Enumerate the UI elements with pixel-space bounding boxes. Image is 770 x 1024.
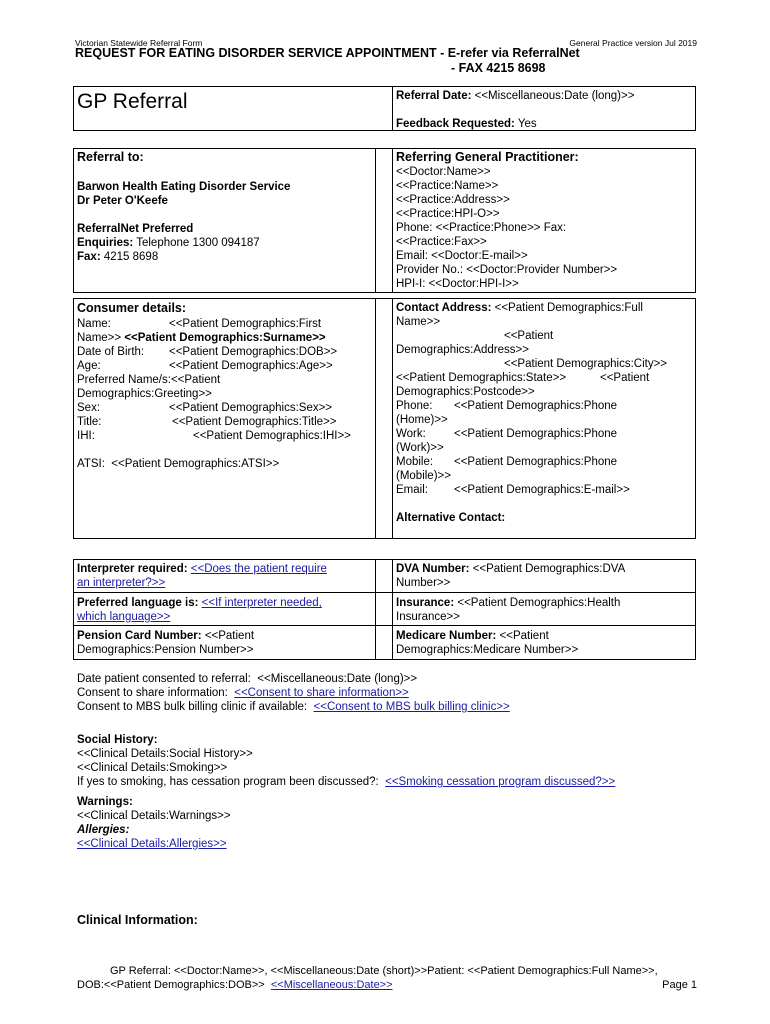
dva-label: DVA Number:	[396, 563, 470, 575]
medicare-cell	[396, 629, 578, 657]
age-row	[77, 359, 373, 373]
interpreter-link-cont[interactable]: an interpreter?>>	[77, 577, 166, 589]
name-cont: Name>>	[77, 332, 122, 344]
contact-addr-row	[396, 371, 694, 385]
footer-line-2	[77, 978, 393, 992]
dva-value-cont: Number>>	[396, 577, 451, 589]
phone-cont: (Home)>>	[396, 414, 448, 426]
referralnet-preferred: ReferralNet Preferred	[77, 223, 194, 235]
referring-gp-heading: Referring General Practitioner:	[396, 150, 579, 164]
referral-service: Barwon Health Eating Disorder Service	[77, 181, 291, 193]
ihi-value: <<Patient Demographics:IHI>>	[193, 430, 351, 442]
contact-addr-7: Demographics:Postcode>>	[396, 386, 535, 398]
contact-addr-5: <<Patient Demographics:City>>	[504, 358, 668, 370]
atsi-label: ATSI:	[77, 458, 105, 470]
interpreter-label: Interpreter required:	[77, 563, 188, 575]
social-heading: Social History:	[77, 734, 158, 746]
allergies-link[interactable]: <<Clinical Details:Allergies>>	[77, 838, 227, 850]
gp-line: <<Practice:Fax>>	[396, 236, 487, 248]
phone-label: Phone:	[396, 400, 433, 412]
details-divider-a	[375, 559, 376, 660]
social-section	[77, 733, 615, 789]
feedback-label: Feedback Requested:	[396, 118, 515, 130]
contact-addr-row	[396, 385, 694, 399]
work-cont: (Work)>>	[396, 442, 444, 454]
pension-value-cont: Demographics:Pension Number>>	[77, 644, 254, 656]
footer-dob: DOB:<<Patient Demographics:DOB>>	[77, 979, 265, 991]
referring-gp-section	[396, 150, 617, 291]
referral-to-section	[77, 150, 290, 264]
spacer	[77, 443, 373, 457]
consent-date-label: Date patient consented to referral:	[77, 673, 251, 685]
details-divider-b	[392, 559, 393, 660]
referral-divider-a	[375, 148, 376, 293]
dob-row	[77, 345, 373, 359]
consent-mbs-link[interactable]: <<Consent to MBS bulk billing clinic>>	[313, 701, 510, 713]
contact-section	[396, 301, 694, 525]
details-row-divider	[73, 592, 696, 593]
work-value: <<Patient Demographics:Phone	[454, 428, 618, 440]
social-history-line: <<Clinical Details:Social History>>	[77, 748, 253, 760]
contact-addr-4: Demographics:Address>>	[396, 344, 529, 356]
warnings-section	[77, 795, 231, 851]
ihi-row	[77, 429, 373, 443]
title-value: <<Patient Demographics:Title>>	[172, 416, 337, 428]
page-number: Page 1	[662, 979, 697, 991]
age-label: Age:	[77, 360, 101, 372]
consent-share-link[interactable]: <<Consent to share information>>	[234, 687, 409, 699]
preferred-name-value: <<Patient	[170, 374, 221, 386]
consent-date-value: <<Miscellaneous:Date (long)>>	[257, 673, 418, 685]
consumer-section	[77, 301, 373, 471]
cessation-question: If yes to smoking, has cessation program been discussed?:	[77, 776, 379, 788]
contact-addr-1: <<Patient Demographics:Full	[494, 302, 643, 314]
medicare-label: Medicare Number:	[396, 630, 497, 642]
preferred-name-row-2	[77, 387, 373, 401]
clinical-heading: Clinical Information:	[77, 913, 198, 927]
alt-contact-label: Alternative Contact:	[396, 512, 506, 524]
gp-line: Phone: <<Practice:Phone>> Fax:	[396, 222, 567, 234]
dva-value: <<Patient Demographics:DVA	[472, 563, 626, 575]
gp-line: <<Practice:Name>>	[396, 180, 499, 192]
consent-share-label: Consent to share information:	[77, 687, 228, 699]
insurance-label: Insurance:	[396, 597, 455, 609]
mobile-label: Mobile:	[396, 456, 434, 468]
consent-section	[77, 672, 510, 714]
mobile-value: <<Patient Demographics:Phone	[454, 456, 618, 468]
sex-row	[77, 401, 373, 415]
referral-to-heading: Referral to:	[77, 150, 144, 164]
form-title: REQUEST FOR EATING DISORDER SERVICE APPOINTMENT - E-refer via ReferralNet	[75, 46, 580, 60]
alt-contact-row	[396, 511, 694, 525]
contact-heading-row	[396, 301, 694, 315]
language-cell	[77, 596, 322, 624]
name-first: <<Patient Demographics:First	[169, 318, 322, 330]
title-label: Title:	[77, 416, 102, 428]
contact-heading: Contact Address:	[396, 302, 492, 314]
contact-addr-3: <<Patient	[504, 330, 554, 342]
dob-label: Date of Birth:	[77, 346, 145, 358]
insurance-value: <<Patient Demographics:Health	[457, 597, 621, 609]
age-value: <<Patient Demographics:Age>>	[169, 360, 333, 372]
spacer	[396, 497, 694, 511]
name-surname: <<Patient Demographics:Surname>>	[124, 332, 326, 344]
feedback-row	[396, 117, 537, 131]
language-label: Preferred language is:	[77, 597, 199, 609]
phone-value: <<Patient Demographics:Phone	[454, 400, 618, 412]
enquiries-row	[77, 236, 290, 250]
warnings-line: <<Clinical Details:Warnings>>	[77, 810, 231, 822]
gp-line: <<Practice:Address>>	[396, 194, 510, 206]
gp-line: Email: <<Doctor:E-mail>>	[396, 250, 528, 262]
fax-value: 4215 8698	[103, 251, 159, 263]
consumer-divider-a	[375, 298, 376, 539]
referral-date-label: Referral Date:	[396, 90, 472, 102]
feedback-value: Yes	[517, 118, 537, 130]
dva-cell	[396, 562, 625, 590]
interpreter-cell	[77, 562, 327, 590]
work-row-2	[396, 441, 694, 455]
mobile-row-2	[396, 469, 694, 483]
gp-line: Provider No.: <<Doctor:Provider Number>>	[396, 264, 618, 276]
fax-row	[77, 250, 290, 264]
ihi-label: IHI:	[77, 430, 95, 442]
work-row	[396, 427, 694, 441]
phone-row	[396, 399, 694, 413]
language-link[interactable]: <<If interpreter needed,	[201, 597, 322, 609]
smoking-line: <<Clinical Details:Smoking>>	[77, 762, 228, 774]
email-value: <<Patient Demographics:E-mail>>	[454, 484, 630, 496]
contact-addr-row	[396, 329, 694, 343]
atsi-row	[77, 457, 373, 471]
cessation-link[interactable]: <<Smoking cessation program discussed?>>	[385, 776, 616, 788]
interpreter-link[interactable]: <<Does the patient require	[190, 563, 327, 575]
preferred-name-cont: Demographics:Greeting>>	[77, 388, 212, 400]
gp-box-divider	[392, 86, 393, 131]
gp-line: HPI-I: <<Doctor:HPI-I>>	[396, 278, 519, 290]
referral-doctor: Dr Peter O'Keefe	[77, 195, 168, 207]
title-row	[77, 415, 373, 429]
footer-date-link[interactable]: <<Miscellaneous:Date>>	[270, 979, 393, 991]
form-source-label: Victorian Statewide Referral Form	[75, 38, 203, 48]
sex-value: <<Patient Demographics:Sex>>	[169, 402, 333, 414]
details-row-divider	[73, 625, 696, 626]
name-row-2	[77, 331, 373, 345]
referral-date-value: <<Miscellaneous:Date (long)>>	[474, 90, 635, 102]
pension-label: Pension Card Number:	[77, 630, 202, 642]
referral-date-row	[396, 89, 634, 103]
contact-addr-row	[396, 315, 694, 329]
form-version-label: General Practice version Jul 2019	[569, 38, 697, 48]
fax-label: Fax:	[77, 251, 101, 263]
gp-line: <<Practice:HPI-O>>	[396, 208, 500, 220]
mobile-cont: (Mobile)>>	[396, 470, 451, 482]
insurance-value-cont: Insurance>>	[396, 611, 460, 623]
warnings-heading: Warnings:	[77, 796, 133, 808]
mobile-row	[396, 455, 694, 469]
contact-addr-row	[396, 357, 694, 371]
consumer-heading: Consumer details:	[77, 301, 187, 315]
contact-addr-2: Name>>	[396, 316, 441, 328]
email-row	[396, 483, 694, 497]
contact-addr-6a: <<Patient Demographics:State>>	[396, 372, 567, 384]
work-label: Work:	[396, 428, 426, 440]
preferred-name-row	[77, 373, 373, 387]
atsi-value: <<Patient Demographics:ATSI>>	[111, 458, 280, 470]
preferred-name-label: Preferred Name/s:	[77, 374, 171, 386]
gp-line: <<Doctor:Name>>	[396, 166, 491, 178]
email-label: Email:	[396, 484, 428, 496]
consent-mbs-label: Consent to MBS bulk billing clinic if available:	[77, 701, 308, 713]
enquiries-value: Telephone 1300 094187	[136, 237, 260, 249]
sex-label: Sex:	[77, 402, 101, 414]
gp-referral-title: GP Referral	[77, 90, 188, 113]
medicare-value-cont: Demographics:Medicare Number>>	[396, 644, 579, 656]
allergies-heading: Allergies:	[77, 824, 130, 836]
language-link-cont[interactable]: which language>>	[77, 611, 171, 623]
pension-cell	[77, 629, 254, 657]
footer-line-1: GP Referral: <<Doctor:Name>>, <<Miscellaneous:Date (short)>>Patient: <<Patient Demographics:Full Name>>,	[110, 965, 658, 977]
consumer-divider-b	[392, 298, 393, 539]
contact-addr-row	[396, 343, 694, 357]
dob-value: <<Patient Demographics:DOB>>	[169, 346, 338, 358]
pension-value: <<Patient	[204, 630, 255, 642]
medicare-value: <<Patient	[499, 630, 549, 642]
enquiries-label: Enquiries:	[77, 237, 134, 249]
insurance-cell	[396, 596, 620, 624]
referral-divider-b	[392, 148, 393, 293]
name-label: Name:	[77, 318, 111, 330]
name-row	[77, 317, 373, 331]
contact-addr-6b: <<Patient	[600, 372, 650, 384]
phone-row-2	[396, 413, 694, 427]
form-title-fax: - FAX 4215 8698	[451, 61, 546, 75]
